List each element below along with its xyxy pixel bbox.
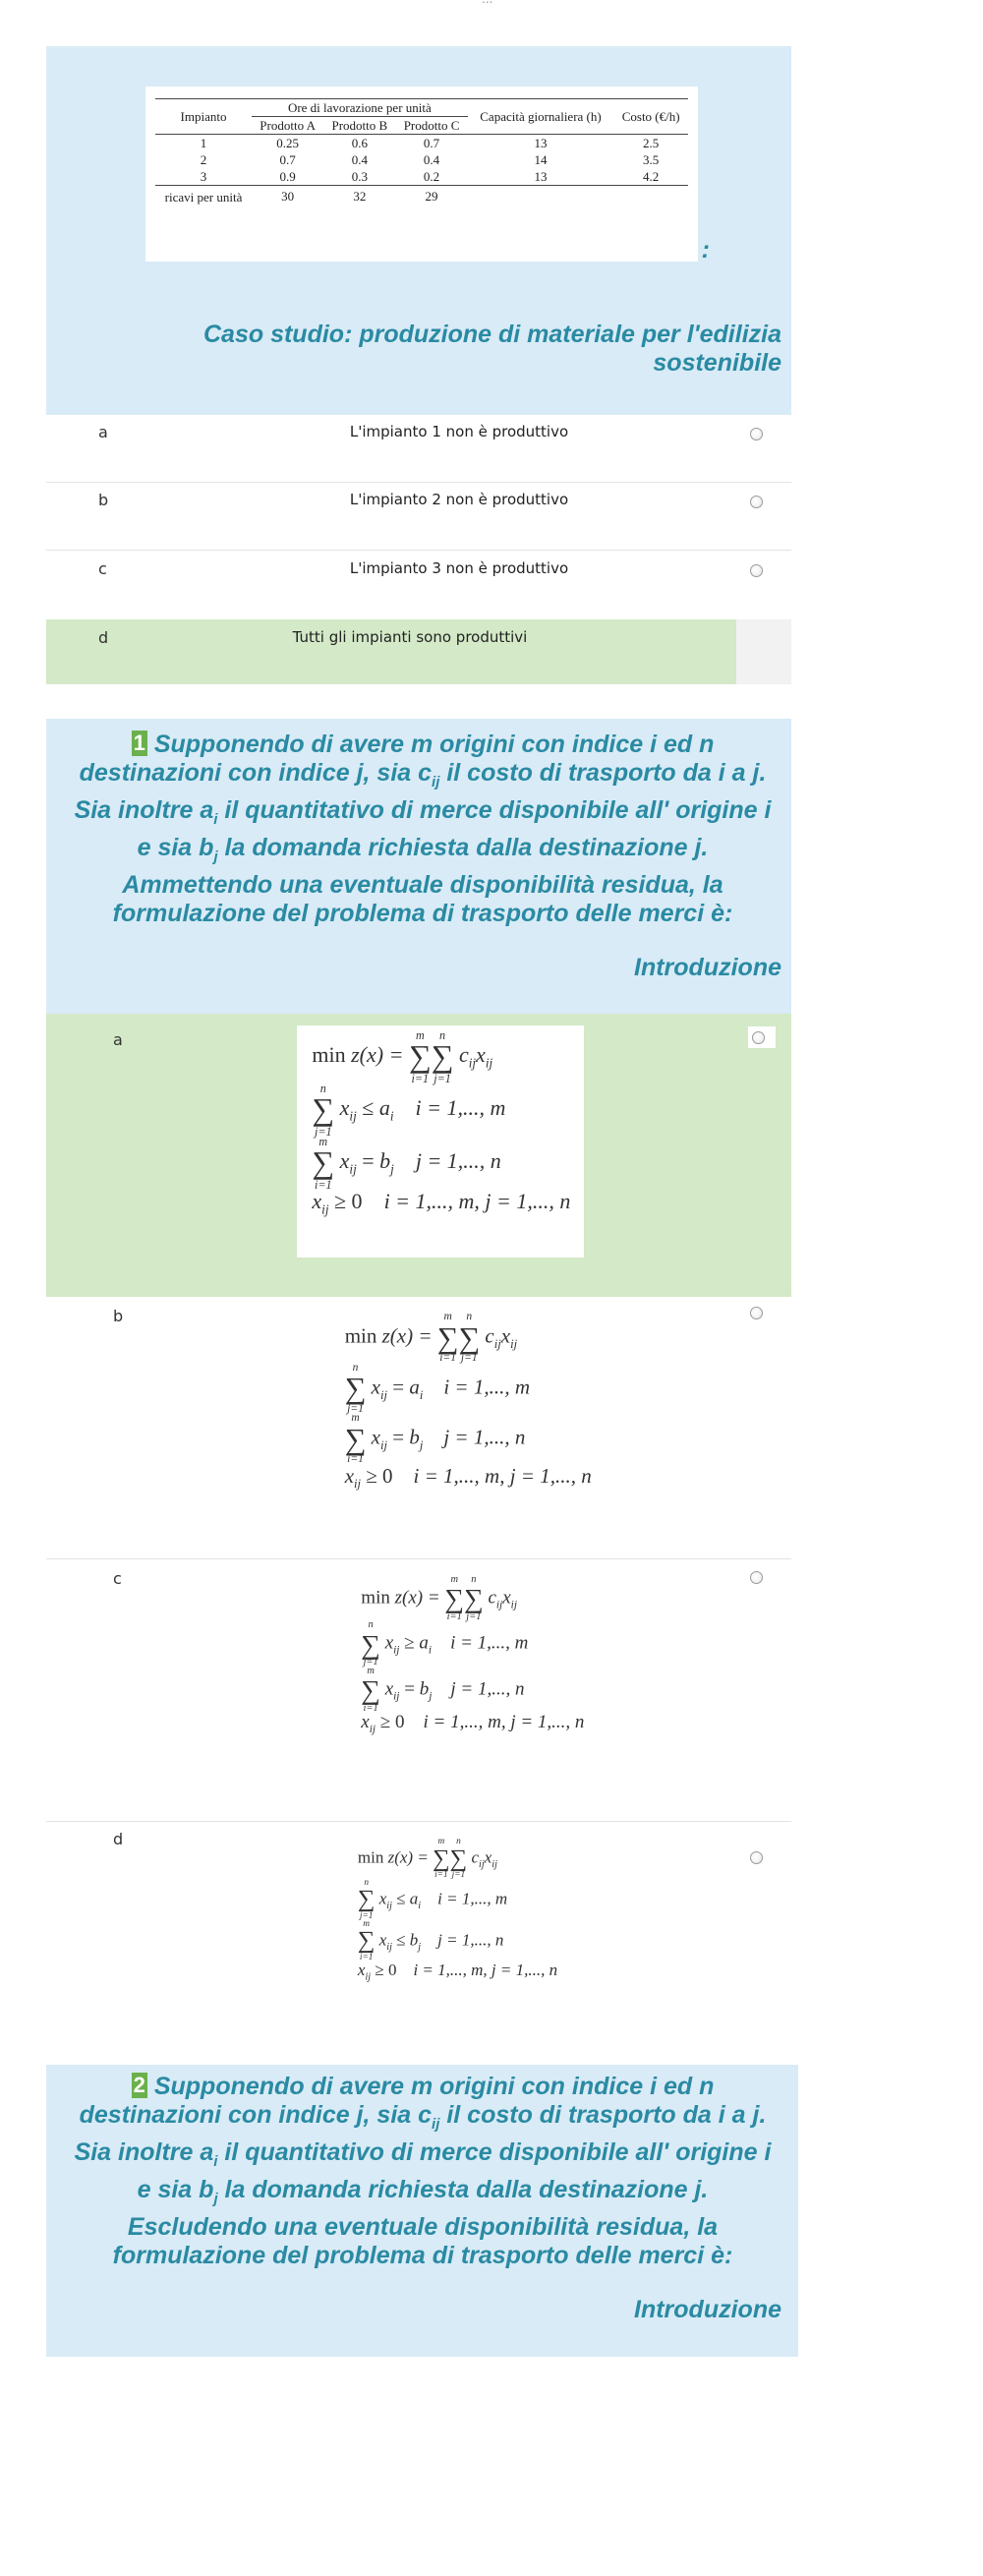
summation-symbol: m ∑ i=1 (433, 1837, 450, 1881)
question-category: Caso studio: produzione di materiale per l'edilizia sostenibile (203, 321, 781, 377)
formula-image-a (297, 1025, 584, 1258)
radio-button[interactable] (750, 1571, 763, 1584)
table-cell: 0.6 (323, 135, 395, 152)
table-cell: 14 (534, 152, 548, 167)
demand-constraint-line: m ∑ i=1 $x_{ij} \le b_j$ j = 1,..., n (357, 1918, 504, 1962)
radio-button[interactable] (750, 428, 763, 440)
summation-symbol: n ∑ j=1 (464, 1573, 484, 1622)
col-costo: Costo (€/h) (613, 99, 688, 135)
demand-constraint-line: m ∑ i=1 $x_{ij} = b_j$ j = 1,..., n (344, 1412, 526, 1466)
summation-symbol: n ∑ j=1 (312, 1082, 335, 1140)
col-prodotto-c: Prodotto C (403, 118, 460, 133)
table-row (155, 168, 688, 186)
table-row (155, 135, 688, 152)
table-cell: 13 (468, 135, 614, 152)
objective-line: min z(x) = m ∑ i=1 n ∑ j=1 $c_{ij}x_{ij}$ (361, 1573, 518, 1622)
col-prodotto-a: Prodotto A (260, 118, 316, 133)
answer-feedback-cell (736, 619, 791, 684)
answer-letter: d (98, 628, 109, 647)
answer-row-b[interactable] (46, 483, 791, 551)
question-number-badge: 2 (133, 2073, 145, 2097)
nonnegativity-line: $x_{ij} \ge 0$ i = 1,..., m, j = 1,..., n (344, 1463, 592, 1491)
summation-symbol: m ∑ i=1 (361, 1665, 380, 1714)
table-cell: 0.7 (279, 152, 296, 167)
production-table (155, 98, 688, 205)
summation-symbol: n ∑ j=1 (449, 1837, 468, 1881)
table-cell: 0.4 (423, 152, 440, 167)
summation-symbol: n ∑ j=1 (357, 1878, 376, 1922)
answer-text: Tutti gli impianti sono produttivi (292, 628, 528, 646)
table-cell: 29 (425, 188, 438, 204)
answer-letter: c (98, 559, 107, 578)
demand-constraint-line: m ∑ i=1 $x_{ij} = b_j$ j = 1,..., n (361, 1665, 525, 1714)
supply-constraint-line: n ∑ j=1 $x_{ij} \ge a_i$ i = 1,..., m (361, 1619, 529, 1669)
question-1-text: 1 Supponendo di avere m origini con indice i ed n destinazioni con indice j, sia $c_{ij}$ il costo di trasporto da i a j. Sia inoltre $a_i$ il quantitativo di merce disponibile all' origine i e sia $b_j$ la domanda richiesta dalla destinazione j. Ammettendo una eventuale disponibilità residua, la formulazione del problema di trasporto delle merci è: (74, 731, 772, 927)
answer-letter: d (113, 1830, 124, 1848)
question-category: Introduzione (634, 2296, 781, 2323)
formula-image-c (348, 1571, 623, 1795)
summation-symbol: m ∑ i=1 (444, 1573, 465, 1622)
col-capacita: Capacità giornaliera (h) (468, 99, 614, 135)
answer-row-a[interactable] (46, 415, 791, 483)
demand-constraint-line: m ∑ i=1 $x_{ij} = b_j$ j = 1,..., n (312, 1135, 501, 1193)
table-row (155, 186, 688, 206)
col-group-ore: Ore di lavorazione per unità (252, 99, 468, 117)
answer-letter: b (98, 491, 109, 509)
summation-symbol: m ∑ i=1 (357, 1918, 376, 1962)
radio-button[interactable] (750, 496, 763, 508)
table-cell: 0.4 (351, 152, 368, 167)
table-cell: 30 (281, 188, 295, 204)
answer-row-c[interactable] (46, 551, 791, 619)
table-cell: 1 (155, 135, 252, 152)
table-cell: 32 (353, 188, 367, 204)
summation-symbol: m ∑ i=1 (436, 1311, 459, 1365)
question-2-text: 2 Supponendo di avere m origini con indice i ed n destinazioni con indice j, sia $c_{ij}$ il costo di trasporto da i a j. Sia inoltre $a_i$ il quantitativo di merce disponibile all' origine i e sia $b_j$ la domanda richiesta dalla destinazione j. Escludendo una eventuale disponibilità residua, la formulazione del problema di trasporto delle merci è: (74, 2073, 772, 2269)
summation-symbol: m ∑ i=1 (344, 1412, 367, 1466)
radio-button[interactable] (750, 564, 763, 577)
nonnegativity-line: $x_{ij} \ge 0$ i = 1,..., m, j = 1,..., n (361, 1712, 585, 1736)
table-cell: 3 (155, 168, 252, 186)
table-cell: 2 (200, 152, 207, 167)
page-top-mark (482, 0, 492, 6)
answer-text: L'impianto 1 non è produttivo (349, 423, 569, 440)
radio-button[interactable] (750, 1851, 763, 1864)
objective-line: min z(x) = m ∑ i=1 n ∑ j=1 $c_{ij}x_{ij}$ (344, 1311, 518, 1365)
table-cell: 0.3 (323, 168, 395, 186)
answer-letter: a (113, 1030, 123, 1049)
answer-letter: a (98, 423, 108, 441)
question-colon: : (701, 236, 710, 263)
supply-constraint-line: n ∑ j=1 $x_{ij} = a_i$ i = 1,..., m (344, 1361, 530, 1415)
question-category: Introduzione (634, 954, 781, 981)
supply-constraint-line: n ∑ j=1 $x_{ij} \le a_i$ i = 1,..., m (357, 1878, 508, 1922)
table-row (155, 151, 688, 168)
table-cell: 2.5 (613, 135, 688, 152)
objective-line: min z(x) = m ∑ i=1 n ∑ j=1 $c_{ij}x_{ij}$ (357, 1837, 497, 1881)
summation-symbol: n ∑ j=1 (361, 1619, 380, 1669)
summation-symbol: m ∑ i=1 (312, 1135, 335, 1193)
nonnegativity-line: $x_{ij} \ge 0$ i = 1,..., m, j = 1,..., n (357, 1961, 558, 1983)
answer-text: L'impianto 2 non è produttivo (349, 491, 569, 508)
table-cell: 0.7 (395, 135, 467, 152)
table-cell: 13 (468, 168, 614, 186)
table-cell: 3.5 (643, 152, 660, 167)
radio-button[interactable] (752, 1031, 765, 1044)
case-study-table-image (145, 87, 698, 262)
summation-symbol: n ∑ j=1 (431, 1028, 454, 1086)
supply-constraint-line: n ∑ j=1 $x_{ij} \le a_i$ i = 1,..., m (312, 1082, 506, 1140)
answer-text: L'impianto 3 non è produttivo (349, 559, 569, 577)
radio-button[interactable] (750, 1307, 763, 1319)
answer-row-d-selected[interactable] (46, 619, 736, 684)
summation-symbol: m ∑ i=1 (408, 1028, 432, 1086)
col-impianto: Impianto (155, 99, 252, 135)
objective-line: min z(x) = m ∑ i=1 n ∑ j=1 $c_{ij}x_{ij}$ (312, 1028, 493, 1086)
formula-image-d (346, 1835, 611, 2051)
table-cell: ricavi per unità (164, 190, 243, 205)
col-prodotto-b: Prodotto B (331, 118, 388, 133)
table-cell: 0.25 (252, 135, 323, 152)
summation-symbol: n ∑ j=1 (458, 1311, 481, 1365)
table-cell: 4.2 (613, 168, 688, 186)
summation-symbol: n ∑ j=1 (344, 1361, 367, 1415)
question-number-badge: 1 (133, 731, 145, 755)
formula-image-b (330, 1308, 625, 1540)
table-cell: 0.2 (395, 168, 467, 186)
table-cell: 0.9 (252, 168, 323, 186)
answer-letter: b (113, 1307, 124, 1325)
nonnegativity-line: $x_{ij} \ge 0$ i = 1,..., m, j = 1,..., n (312, 1189, 571, 1217)
answer-letter: c (113, 1569, 122, 1588)
